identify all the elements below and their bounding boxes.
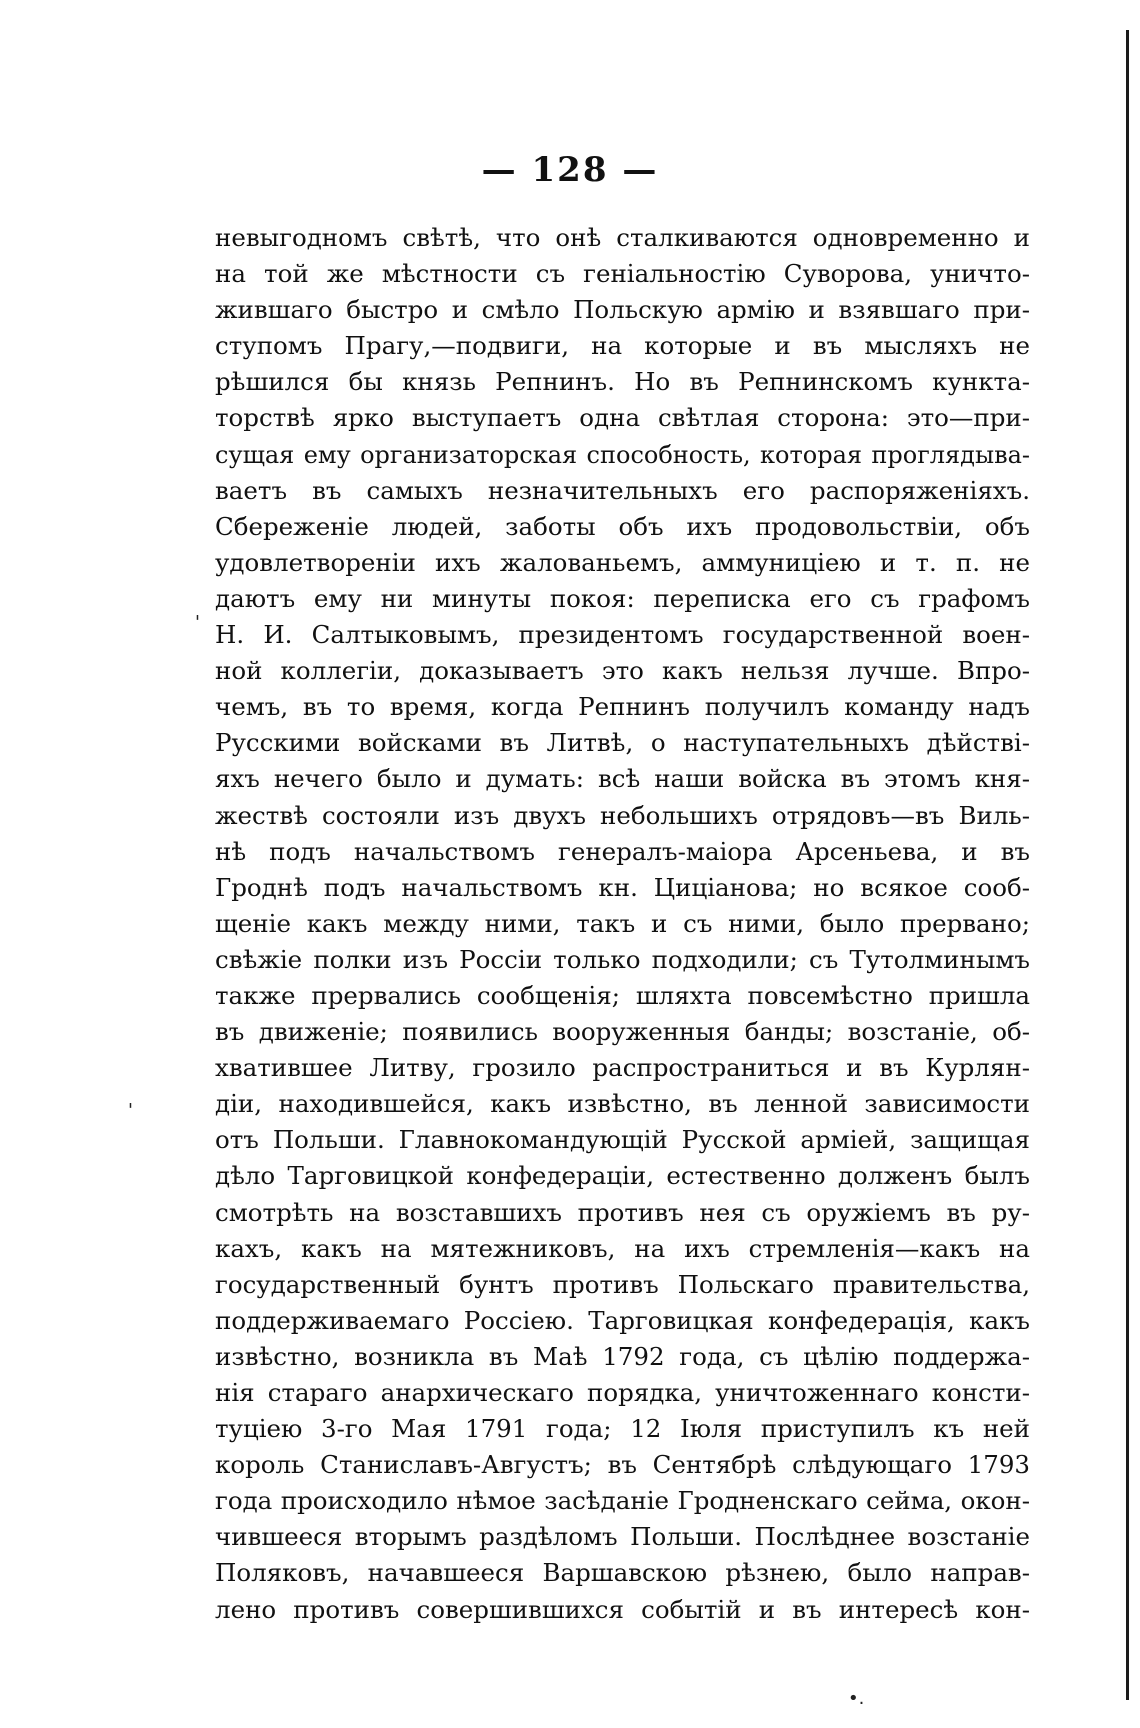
text-line: Русскими войсками въ Литвѣ, о наступательныхъ дѣйствi-	[215, 728, 1030, 758]
text-line: Сбереженіе людей, заботы объ ихъ продовольствіи, объ	[215, 511, 1030, 541]
text-line: сущая ему организаторская способность, которая проглядыва-	[215, 440, 1030, 469]
page-number: — 128 —	[481, 150, 659, 190]
text-line: жившаго быстро и смѣло Польскую армію и взявшаго при-	[215, 295, 1030, 325]
margin-mark: '	[128, 1100, 133, 1121]
text-line: нія стараго анархическаго порядка, уничтоженнаго консти-	[215, 1378, 1030, 1407]
text-line: щеніе какъ между ними, такъ и съ ними, было прервано;	[215, 908, 1030, 938]
text-line: нѣ подъ начальствомъ генералъ-маіора Арсеньева, и въ	[215, 836, 1030, 866]
text-line: въ движеніе; появились вооруженныя банды; возстаніе, об-	[215, 1017, 1030, 1047]
page-edge-line	[1126, 30, 1129, 1700]
text-line: даютъ ему ни минуты покоя: переписка его съ графомъ	[215, 583, 1030, 613]
text-line: ной коллегіи, доказываетъ это какъ нельзя лучше. Впро-	[215, 656, 1030, 686]
text-line: рѣшился бы князь Репнинъ. Но въ Репнинскомъ кункта-	[215, 367, 1030, 397]
margin-mark: '	[195, 612, 200, 633]
text-line: извѣстно, возникла въ Маѣ 1792 года, съ цѣлію поддержа-	[215, 1341, 1030, 1371]
text-line: діи, находившейся, какъ извѣстно, въ ленной зависимости	[215, 1089, 1030, 1119]
text-line: Н. И. Салтыковымъ, президентомъ государственной воен-	[215, 620, 1030, 650]
text-line: года происходило нѣмое засѣданіе Гродненскаго сейма, окон-	[215, 1486, 1030, 1516]
text-line: яхъ нечего было и думать: всѣ наши войска въ этомъ кня-	[215, 764, 1030, 794]
text-line: Поляковъ, начавшееся Варшавскою рѣзнею, было направ-	[215, 1558, 1030, 1588]
text-line: удовлетвореніи ихъ жалованьемъ, аммуниціею и т. п. не	[215, 547, 1030, 577]
text-line: поддерживаемаго Россіею. Тарговицкая конфедерація, какъ	[215, 1305, 1030, 1335]
text-line: ступомъ Прагу,—подвиги, на которые и въ мысляхъ не	[215, 331, 1030, 361]
text-line: жествѣ состояли изъ двухъ небольшихъ отрядовъ—въ Виль-	[215, 800, 1030, 830]
text-line: хватившее Литву, грозило распространиться и въ Курлян-	[215, 1053, 1030, 1083]
text-line: государственный бунтъ противъ Польскаго правительства,	[215, 1269, 1030, 1299]
text-line: торствѣ ярко выступаетъ одна свѣтлая сторона: это—при-	[215, 403, 1030, 433]
text-line: смотрѣть на возставшихъ противъ нея съ оружіемъ въ ру-	[215, 1197, 1030, 1227]
text-line: чившееся вторымъ раздѣломъ Польши. Послѣднее возстаніе	[215, 1522, 1030, 1552]
text-line: отъ Польши. Главнокомандующій Русской арміей, защищая	[215, 1125, 1030, 1155]
text-line: ваетъ въ самыхъ незначительныхъ его распоряженіяхъ.	[215, 475, 1030, 505]
text-line: туціею 3-го Мая 1791 года; 12 Іюля приступилъ къ ней	[215, 1414, 1030, 1444]
text-line: также прервались сообщенія; шляхта повсемѣстно пришла	[215, 980, 1030, 1010]
text-line: лено противъ совершившихся событій и въ интересѣ кон-	[215, 1594, 1030, 1624]
text-line: король Станиславъ-Августъ; въ Сентябрѣ слѣдующаго 1793	[215, 1450, 1030, 1480]
text-line: кахъ, какъ на мятежниковъ, на ихъ стремленія—какъ на	[215, 1233, 1030, 1263]
margin-mark: •.	[848, 1688, 865, 1709]
text-line: свѣжіе полки изъ Россіи только подходили; съ Тутолминымъ	[215, 944, 1030, 974]
text-line: чемъ, въ то время, когда Репнинъ получилъ команду надъ	[215, 692, 1030, 722]
text-line: Гроднѣ подъ начальствомъ кн. Циціанова; но всякое сооб-	[215, 872, 1030, 902]
text-line: дѣло Тарговицкой конфедераціи, естественно долженъ былъ	[215, 1161, 1030, 1191]
text-line: на той же мѣстности съ геніальностію Суворова, уничто-	[215, 259, 1030, 289]
body-text	[215, 220, 1030, 1628]
text-line: невыгодномъ свѣтѣ, что онѣ сталкиваются одновременно и	[215, 223, 1030, 252]
